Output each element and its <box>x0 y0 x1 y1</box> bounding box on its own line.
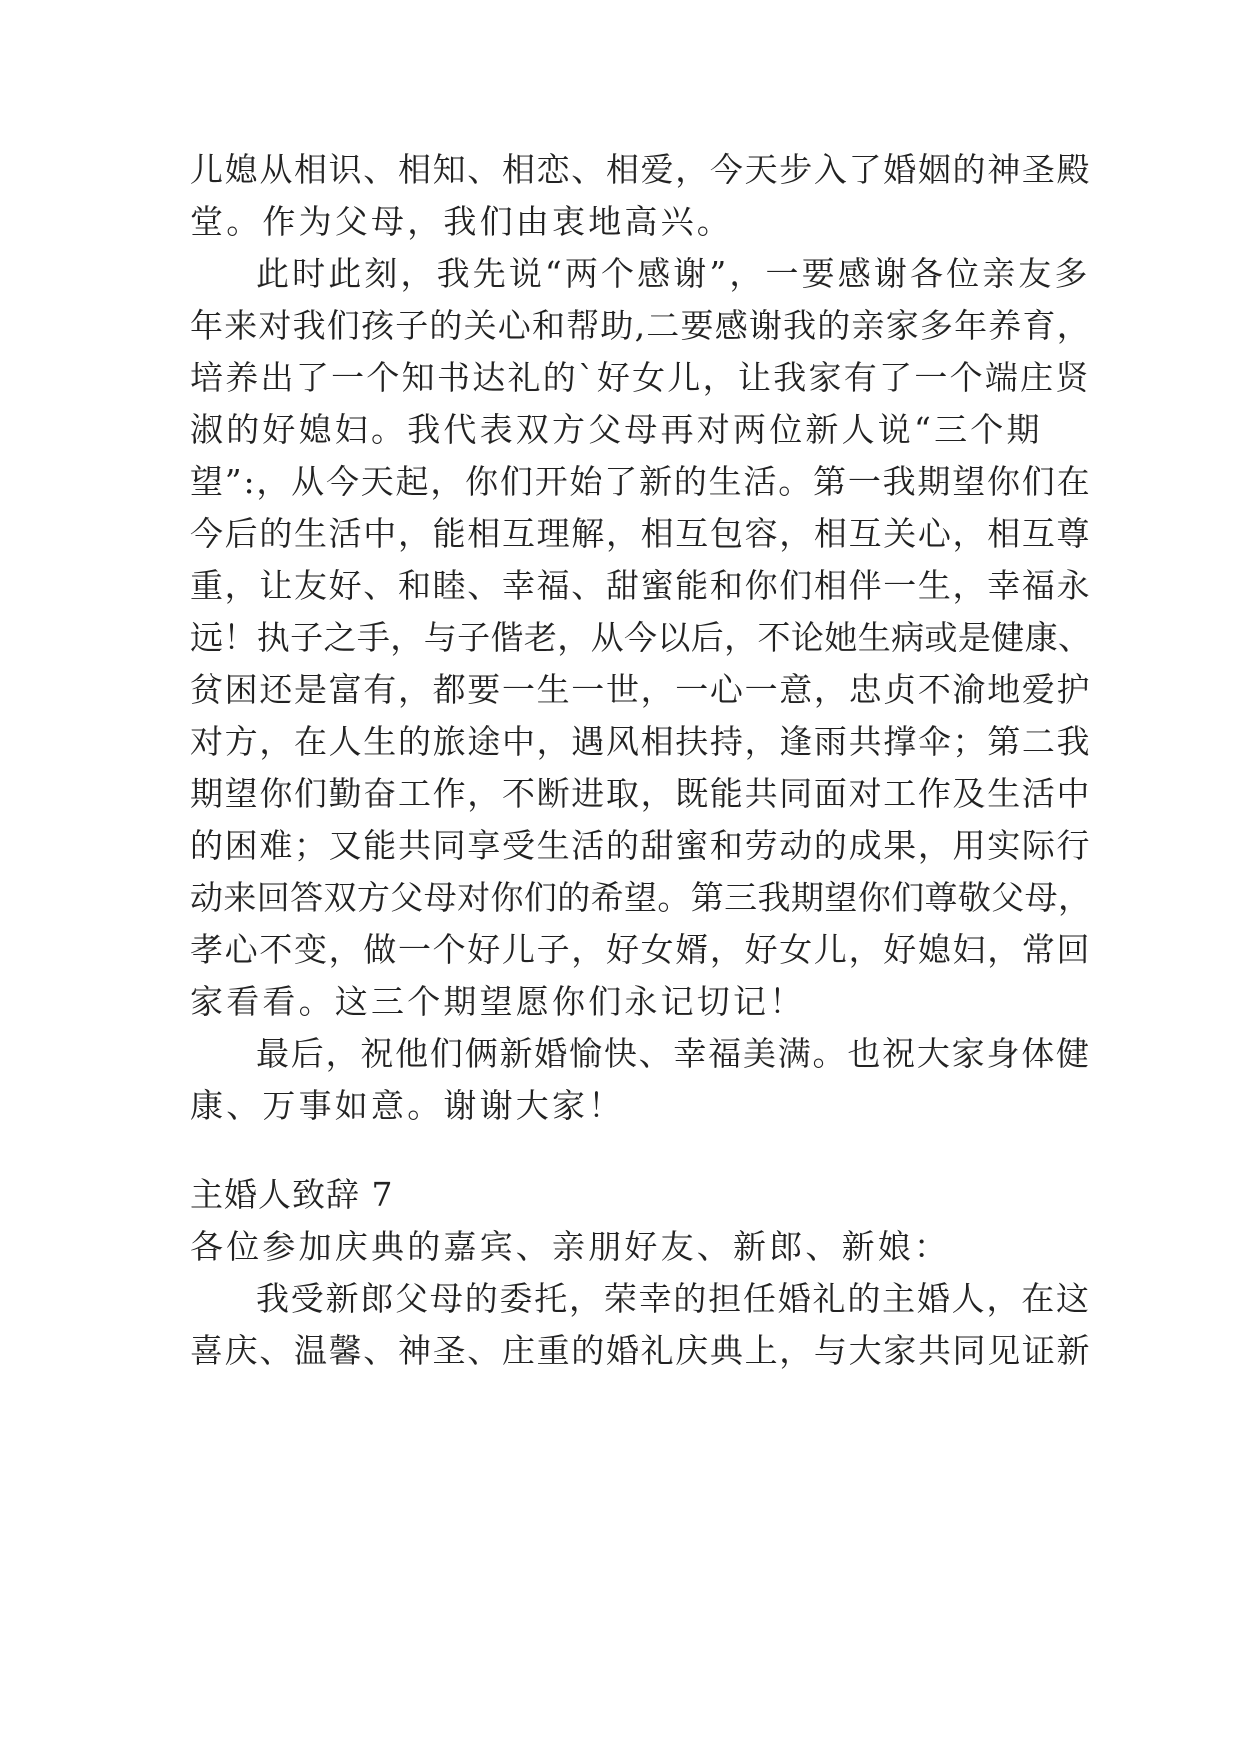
paragraph-first-line: 我受新郎父母的委托，荣幸的担任婚礼的主婚人，在这 <box>256 1279 1091 1318</box>
body-text-line: 喜庆、温馨、神圣、庄重的婚礼庆典上，与大家共同见证新 <box>190 1331 1092 1370</box>
body-text-line: 年来对我们孩子的关心和帮助,二要感谢我的亲家多年养育， <box>190 306 1091 345</box>
body-text-line: 儿媳从相识、相知、相恋、相爱，今天步入了婚姻的神圣殿 <box>190 150 1092 189</box>
body-text-line: 孝心不变，做一个好儿子，好女婿，好女儿，好媳妇，常回 <box>190 930 1092 969</box>
body-text-line: 堂。作为父母，我们由衷地高兴。 <box>190 202 733 241</box>
body-text-line: 贫困还是富有，都要一生一世，一心一意，忠贞不渝地爱护 <box>190 670 1092 709</box>
body-text-line: 重，让友好、和睦、幸福、甜蜜能和你们相伴一生，幸福永 <box>190 566 1092 605</box>
body-text-line: 家看看。这三个期望愿你们永记切记！ <box>190 982 806 1021</box>
salutation-line: 各位参加庆典的嘉宾、亲朋好友、新郎、新娘： <box>190 1227 951 1266</box>
body-text-line: 淑的好媳妇。我代表双方父母再对两位新人说“三个期 <box>190 410 1043 449</box>
body-text-line: 远！执子之手，与子偕老，从今以后，不论她生病或是健康、 <box>190 618 1092 657</box>
body-text-line: 培养出了一个知书达礼的`好女儿，让我家有了一个端庄贤 <box>190 358 1091 397</box>
paragraph-first-line: 最后，祝他们俩新婚愉快、幸福美满。也祝大家身体健 <box>256 1034 1091 1073</box>
body-text-line: 的困难；又能共同享受生活的甜蜜和劳动的成果，用实际行 <box>190 826 1092 865</box>
body-text-line: 期望你们勤奋工作，不断进取，既能共同面对工作及生活中 <box>190 774 1092 813</box>
body-text-line: 康、万事如意。谢谢大家！ <box>190 1086 625 1125</box>
paragraph-first-line: 此时此刻，我先说“两个感谢”，一要感谢各位亲友多 <box>256 254 1091 293</box>
body-text-line: 今后的生活中，能相互理解，相互包容，相互关心，相互尊 <box>190 514 1092 553</box>
body-text-line: 对方，在人生的旅途中，遇风相扶持，逢雨共撑伞；第二我 <box>190 722 1092 761</box>
section-heading: 主婚人致辞 7 <box>190 1175 394 1214</box>
body-text-line: 动来回答双方父母对你们的希望。第三我期望你们尊敬父母， <box>190 878 1092 917</box>
body-text-line: 望”:，从今天起，你们开始了新的生活。第一我期望你们在 <box>190 462 1092 501</box>
